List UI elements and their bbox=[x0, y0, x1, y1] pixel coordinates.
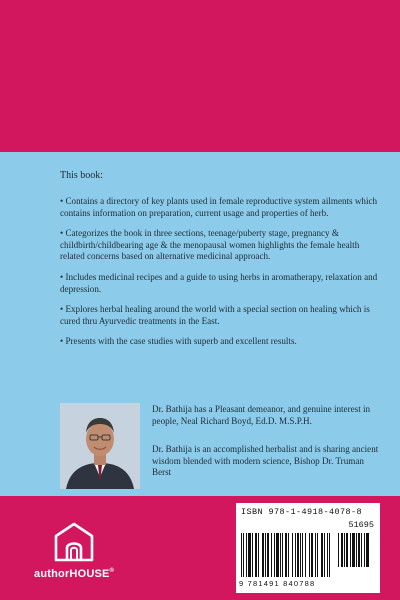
endorsement-quote: Dr. Bathija is an accomplished herbalist and is sharing ancient wisdom blended with modern science, Bishop Dr. Truman Berst bbox=[152, 444, 379, 478]
barcode-bars bbox=[241, 533, 333, 577]
feature-list bbox=[60, 196, 378, 357]
barcode-digits: 9 781491 840788 bbox=[239, 579, 316, 588]
feature-item: • Includes medicinal recipes and a guide to using herbs in aromatherapy, relaxation and depression. bbox=[60, 271, 378, 294]
isbn-barcode bbox=[236, 503, 380, 593]
feature-item: • Contains a directory of key plants used in female reproductive system ailments which contains information on preparation, current usage and properties of herb. bbox=[60, 196, 378, 218]
intro-text: This book: bbox=[60, 170, 104, 181]
feature-item: • Categorizes the book in three sections, teenage/puberty stage, pregnancy & childbirth/childbearing age & the menopausal women highlights the female health related concerns based on alternative medicinal approach. bbox=[60, 228, 360, 262]
feature-item: • Explores herbal healing around the world with a special section on healing which is cured thru Ayurvedic treatments in the East. bbox=[60, 304, 370, 326]
publisher-logo bbox=[34, 522, 126, 592]
publisher-name: authorHOUSE® bbox=[34, 568, 115, 580]
top-band bbox=[0, 0, 400, 152]
barcode-supplement-bars bbox=[338, 533, 374, 567]
feature-item: • Presents with the case studies with superb and excellent results. bbox=[60, 336, 297, 347]
isbn-number: ISBN 978-1-4918-4078-8 bbox=[241, 507, 363, 517]
house-logo-icon bbox=[54, 522, 94, 562]
author-photo bbox=[60, 403, 140, 489]
endorsement-quote: Dr. Bathija has a Pleasant demeanor, and genuine interest in people, Neal Richard Boyd, Ed.D. M.S.P.H. bbox=[152, 404, 371, 426]
author-portrait-image bbox=[60, 403, 140, 489]
price-code: 51695 bbox=[348, 520, 374, 530]
